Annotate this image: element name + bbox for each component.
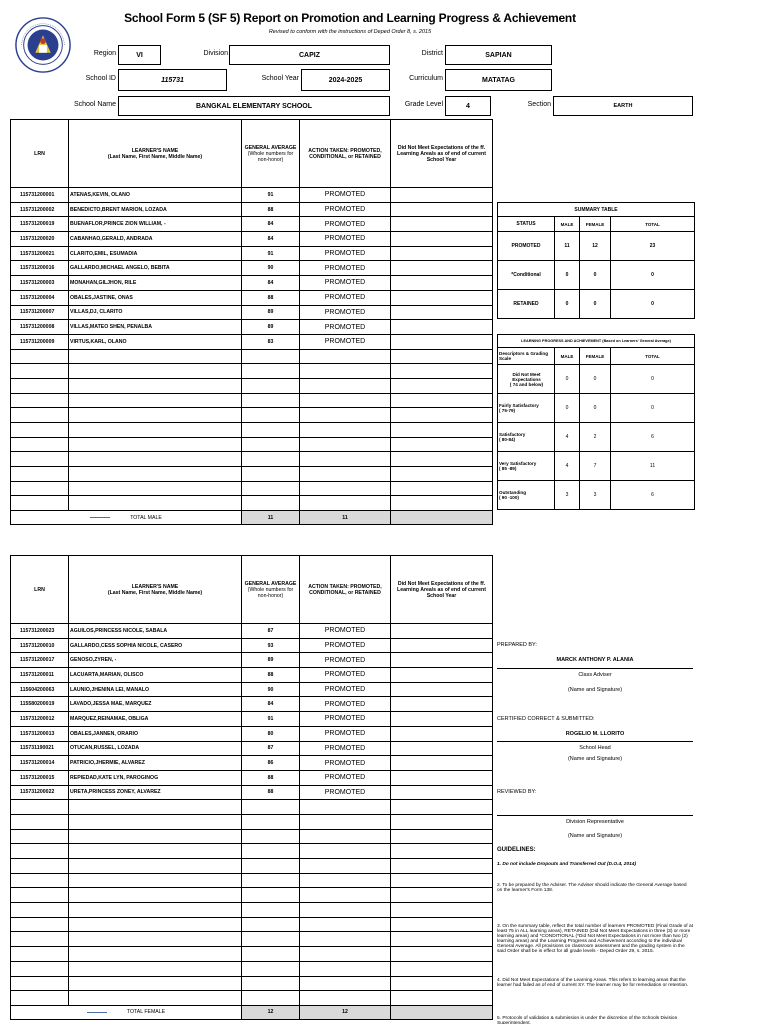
summary-header-male: MALE xyxy=(555,217,580,232)
did-not-meet-cell xyxy=(391,217,493,232)
did-not-meet-cell xyxy=(391,741,493,756)
total-label-cell: TOTAL FEMALE xyxy=(11,1005,242,1019)
blank-row xyxy=(11,873,493,888)
progress-total: 6 xyxy=(611,423,695,452)
blank-row xyxy=(11,932,493,947)
action-taken-cell: PROMOTED xyxy=(300,188,391,203)
lrn-cell: 115731200020 xyxy=(11,232,69,247)
lrn-cell: 115731200022 xyxy=(11,785,69,800)
table-row xyxy=(11,290,493,305)
summary-header-female: FEMALE xyxy=(580,217,611,232)
lrn-cell: 115731200017 xyxy=(11,653,69,668)
table-row xyxy=(11,217,493,232)
action-taken-cell: PROMOTED xyxy=(300,638,391,653)
did-not-meet-cell xyxy=(391,785,493,800)
table-row xyxy=(11,202,493,217)
learner-name-cell: AGUILOS,PRINCESS NICOLE, SABALA xyxy=(69,624,242,639)
learner-name-cell: VILLAS,DJ, CLARITO xyxy=(69,305,242,320)
col-header-average: GENERAL AVERAGE (Whole numbers for non-honor) xyxy=(242,120,300,188)
general-average-cell: 88 xyxy=(242,668,300,683)
summary-title: SUMMARY TABLE xyxy=(498,203,695,217)
col-header-lrn: LRN xyxy=(11,556,69,624)
summary-total: 23 xyxy=(611,232,695,261)
table-row xyxy=(11,653,493,668)
lrn-cell: 115731200001 xyxy=(11,188,69,203)
lrn-cell: 115731200002 xyxy=(11,202,69,217)
school-head-name: ROGELIO M. LLORITO xyxy=(565,731,625,737)
did-not-meet-cell xyxy=(391,232,493,247)
section-field[interactable]: EARTH xyxy=(553,96,693,116)
male-learners-table xyxy=(10,119,493,525)
table-row xyxy=(11,697,493,712)
school-year-field[interactable]: 2024-2025 xyxy=(301,69,390,91)
action-taken-cell: PROMOTED xyxy=(300,785,391,800)
progress-header-total: TOTAL xyxy=(611,348,695,365)
blank-row xyxy=(11,481,493,496)
progress-total: 0 xyxy=(611,365,695,394)
total-average-cell: 11 xyxy=(242,511,300,525)
summary-female: 0 xyxy=(580,261,611,290)
general-average-cell: 80 xyxy=(242,726,300,741)
blank-row xyxy=(11,437,493,452)
progress-descriptor: Outstanding ( 90 -100) xyxy=(498,481,555,510)
progress-header-desc: Descriptors & Grading Scale xyxy=(498,348,555,365)
general-average-cell: 91 xyxy=(242,712,300,727)
table-row xyxy=(11,188,493,203)
table-row xyxy=(11,770,493,785)
progress-header-female: FEMALE xyxy=(580,348,611,365)
action-taken-cell: PROMOTED xyxy=(300,305,391,320)
lrn-cell: 115731200003 xyxy=(11,276,69,291)
total-blank-cell xyxy=(391,511,493,525)
progress-female: 2 xyxy=(580,423,611,452)
lrn-cell: 115731200010 xyxy=(11,638,69,653)
school-id-label: School ID xyxy=(85,75,116,82)
did-not-meet-cell xyxy=(391,712,493,727)
general-average-cell: 88 xyxy=(242,202,300,217)
certified-label: CERTIFIED CORRECT & SUBMITTED: xyxy=(497,716,595,722)
section-label: Section xyxy=(527,101,551,108)
blank-row xyxy=(11,976,493,991)
learner-name-cell: CLARITO,EMIL, ESUMADIA xyxy=(69,246,242,261)
blank-row xyxy=(11,800,493,815)
progress-total: 11 xyxy=(611,452,695,481)
did-not-meet-cell xyxy=(391,682,493,697)
did-not-meet-cell xyxy=(391,770,493,785)
reviewed-by-label: REVIEWED BY: xyxy=(497,789,537,795)
school-year-label: School Year xyxy=(261,75,299,82)
did-not-meet-cell xyxy=(391,668,493,683)
col-header-lrn: LRN xyxy=(11,120,69,188)
lrn-cell: 115731200008 xyxy=(11,320,69,335)
adviser-title: Class Adviser xyxy=(578,672,612,678)
general-average-cell: 84 xyxy=(242,697,300,712)
school-name-field[interactable]: BANGKAL ELEMENTARY SCHOOL xyxy=(118,96,390,116)
action-taken-cell: PROMOTED xyxy=(300,232,391,247)
progress-header-male: MALE xyxy=(555,348,580,365)
table-row xyxy=(11,682,493,697)
table-row xyxy=(11,624,493,639)
blank-row xyxy=(11,961,493,976)
table-row xyxy=(11,276,493,291)
progress-descriptor: Fairly Satisfactory ( 75-79) xyxy=(498,394,555,423)
blank-row xyxy=(11,408,493,423)
col-header-did-not-meet: Did Not Meet Expectations of the ff. Learning Area/s as of end of current School Year xyxy=(391,120,493,188)
blank-row xyxy=(11,859,493,874)
general-average-cell: 86 xyxy=(242,756,300,771)
blank-row xyxy=(11,991,493,1006)
action-taken-cell: PROMOTED xyxy=(300,334,391,349)
grade-level-label: Grade Level xyxy=(404,101,443,108)
progress-descriptor: Satisfactory ( 80-84) xyxy=(498,423,555,452)
prepared-by-label: PREPARED BY: xyxy=(497,642,537,648)
lrn-cell: 115731200011 xyxy=(11,668,69,683)
general-average-cell: 91 xyxy=(242,188,300,203)
summary-table xyxy=(497,202,695,319)
division-name-signature: (Name and Signature) xyxy=(567,833,623,839)
lrn-cell: 115731200009 xyxy=(11,334,69,349)
guideline-4: 4. Did Not Meet Expectations of the Learning Areas. This refers to learning areas that the learner had failed as of end of current SY. The learner may be for remediation or retention. xyxy=(497,978,689,988)
learner-name-cell: GALLARDO,MICHAEL ANGELO, BEBITA xyxy=(69,261,242,276)
guideline-5: 5. Protocols of validation & submission is under the discretion of the Schools Division Superintendent. xyxy=(497,1016,678,1024)
learner-name-cell: VIRTUS,KARL, OLANO xyxy=(69,334,242,349)
division-rep-title: Division Representative xyxy=(566,819,624,825)
region-label: Region xyxy=(93,50,116,57)
general-average-cell: 89 xyxy=(242,320,300,335)
did-not-meet-cell xyxy=(391,320,493,335)
general-average-cell: 89 xyxy=(242,305,300,320)
guideline-3: 3. On the summary table, reflect the total number of learners PROMOTED (Final Grade of at least 75 in ALL learning areas), RETAINED (Did Not Meet Expectations in three (3) or more learning areas) and *CONDITIONAL (*Did Not Meet Expectations in not more than two (2) learning areas) and the Learning Progress and Achievement according to the individual General Average. All provisions on classroom assessment and the grading system in the said Order shall be in effect for all grade levels - Deped Order 29, s. 2015. xyxy=(497,924,693,954)
table-row xyxy=(11,756,493,771)
lrn-cell: 115604200063 xyxy=(11,682,69,697)
learner-name-cell: PATRICIO,JHERMIE, ALVAREZ xyxy=(69,756,242,771)
action-taken-cell: PROMOTED xyxy=(300,712,391,727)
table-row xyxy=(11,638,493,653)
blank-row xyxy=(11,903,493,918)
learner-name-cell: MARQUEZ,REINAMAE, OBLIGA xyxy=(69,712,242,727)
action-taken-cell: PROMOTED xyxy=(300,668,391,683)
learner-name-cell: LACUARTA,MARIAN, OLISCO xyxy=(69,668,242,683)
general-average-cell: 90 xyxy=(242,682,300,697)
did-not-meet-cell xyxy=(391,276,493,291)
col-header-action: ACTION TAKEN: PROMOTED, CONDITIONAL, or RETAINED xyxy=(300,120,391,188)
progress-descriptor: Did Not Meet Expectations ( 74 and below) xyxy=(498,365,555,394)
progress-total: 6 xyxy=(611,481,695,510)
did-not-meet-cell xyxy=(391,290,493,305)
progress-descriptor: Very Satisfactory ( 85 -89) xyxy=(498,452,555,481)
learner-name-cell: CABANHAO,GERALD, ANDRADA xyxy=(69,232,242,247)
blank-row xyxy=(11,393,493,408)
lrn-cell: 115731200016 xyxy=(11,261,69,276)
blank-row xyxy=(11,814,493,829)
learner-name-cell: OTUCAN,RUSSEL, LOZADA xyxy=(69,741,242,756)
total-label-cell: TOTAL MALE xyxy=(11,511,242,525)
col-header-average: GENERAL AVERAGE (Whole numbers for non-honor) xyxy=(242,556,300,624)
did-not-meet-cell xyxy=(391,202,493,217)
total-row xyxy=(11,511,493,525)
division-field[interactable]: CAPIZ xyxy=(229,45,390,65)
action-taken-cell: PROMOTED xyxy=(300,261,391,276)
district-label: District xyxy=(421,50,443,57)
head-name-signature: (Name and Signature) xyxy=(567,756,623,762)
blank-row xyxy=(11,844,493,859)
general-average-cell: 91 xyxy=(242,246,300,261)
learning-progress-table xyxy=(497,334,695,510)
did-not-meet-cell xyxy=(391,726,493,741)
summary-male: 0 xyxy=(555,290,580,319)
summary-total: 0 xyxy=(611,261,695,290)
learner-name-cell: LAUNIO,JHENINA LEI, MANALO xyxy=(69,682,242,697)
progress-title: LEARNING PROGRESS AND ACHIEVEMENT (Based on Learners' General Average) xyxy=(498,335,695,348)
did-not-meet-cell xyxy=(391,305,493,320)
did-not-meet-cell xyxy=(391,638,493,653)
blank-row xyxy=(11,349,493,364)
general-average-cell: 84 xyxy=(242,232,300,247)
summary-male: 0 xyxy=(555,261,580,290)
total-blank-cell xyxy=(391,1005,493,1019)
curriculum-field[interactable]: MATATAG xyxy=(445,69,552,91)
general-average-cell: 83 xyxy=(242,334,300,349)
did-not-meet-cell xyxy=(391,261,493,276)
learner-name-cell: URETA,PRINCESS ZONEY, ALVAREZ xyxy=(69,785,242,800)
lrn-cell: 115731200012 xyxy=(11,712,69,727)
lrn-cell: 115731200007 xyxy=(11,305,69,320)
general-average-cell: 89 xyxy=(242,653,300,668)
table-row xyxy=(11,305,493,320)
progress-female: 7 xyxy=(580,452,611,481)
total-row xyxy=(11,1005,493,1019)
general-average-cell: 87 xyxy=(242,624,300,639)
learner-name-cell: ATENAS,KEVIN, OLANO xyxy=(69,188,242,203)
adviser-name: MARCK ANTHONY P. ALANIA xyxy=(556,657,634,663)
action-taken-cell: PROMOTED xyxy=(300,320,391,335)
learner-name-cell: VILLAS,MATEO SHEN, PENALBA xyxy=(69,320,242,335)
school-name-label: School Name xyxy=(73,101,116,108)
action-taken-cell: PROMOTED xyxy=(300,290,391,305)
progress-male: 3 xyxy=(555,481,580,510)
action-taken-cell: PROMOTED xyxy=(300,246,391,261)
blank-row xyxy=(11,364,493,379)
action-taken-cell: PROMOTED xyxy=(300,276,391,291)
learner-name-cell: OBALES,JANNEN, ORARIO xyxy=(69,726,242,741)
action-taken-cell: PROMOTED xyxy=(300,697,391,712)
progress-female: 3 xyxy=(580,481,611,510)
did-not-meet-cell xyxy=(391,246,493,261)
general-average-cell: 84 xyxy=(242,276,300,291)
learner-name-cell: GENOSO,ZYREN, - xyxy=(69,653,242,668)
progress-male: 0 xyxy=(555,394,580,423)
curriculum-label: Curriculum xyxy=(409,75,443,82)
total-action-cell: 12 xyxy=(300,1005,391,1019)
lrn-cell: 115731200015 xyxy=(11,770,69,785)
blank-row xyxy=(11,496,493,511)
school-head-title: School Head xyxy=(579,745,611,751)
progress-male: 4 xyxy=(555,423,580,452)
summary-female: 12 xyxy=(580,232,611,261)
table-row xyxy=(11,246,493,261)
summary-status: RETAINED xyxy=(498,290,555,319)
col-header-name: LEARNER'S NAME (Last Name, First Name, Middle Name) xyxy=(69,556,242,624)
adviser-signature-line xyxy=(497,668,693,669)
lrn-cell: 115580200019 xyxy=(11,697,69,712)
learner-name-cell: BENEDICTO,BRENT MARION, LOZADA xyxy=(69,202,242,217)
district-field[interactable]: SAPIAN xyxy=(445,45,552,65)
action-taken-cell: PROMOTED xyxy=(300,682,391,697)
guideline-1: 1. Do not include Dropouts and Transferred Out (D.O.4, 2014) xyxy=(497,862,637,867)
learner-name-cell: REPIEDAD,KATE LYN, PAROGINOG xyxy=(69,770,242,785)
progress-female: 0 xyxy=(580,365,611,394)
female-learners-table xyxy=(10,555,493,1020)
form-subtitle: Revised to conform with the instructions of Deped Order 8, s. 2015 xyxy=(268,29,432,35)
general-average-cell: 87 xyxy=(242,741,300,756)
division-signature-line xyxy=(497,815,693,816)
learner-name-cell: BUENAFLOR,PRINCE ZION WILLIAM, - xyxy=(69,217,242,232)
did-not-meet-cell xyxy=(391,653,493,668)
progress-male: 0 xyxy=(555,365,580,394)
table-row xyxy=(11,712,493,727)
did-not-meet-cell xyxy=(391,624,493,639)
table-row xyxy=(11,741,493,756)
region-field[interactable]: VI xyxy=(118,45,161,65)
summary-header-total: TOTAL xyxy=(611,217,695,232)
learner-name-cell: LAVADO,JESSA MAE, MARQUEZ xyxy=(69,697,242,712)
blank-row xyxy=(11,452,493,467)
table-row xyxy=(11,334,493,349)
total-action-cell: 11 xyxy=(300,511,391,525)
blank-row xyxy=(11,829,493,844)
form-title: School Form 5 (SF 5) Report on Promotion and Learning Progress & Achievement xyxy=(124,11,576,25)
action-taken-cell: PROMOTED xyxy=(300,624,391,639)
action-taken-cell: PROMOTED xyxy=(300,202,391,217)
guidelines-title: GUIDELINES: xyxy=(497,847,536,853)
general-average-cell: 88 xyxy=(242,770,300,785)
general-average-cell: 88 xyxy=(242,290,300,305)
summary-male: 11 xyxy=(555,232,580,261)
blank-row xyxy=(11,467,493,482)
blank-row xyxy=(11,947,493,962)
lrn-cell: 115731200019 xyxy=(11,217,69,232)
total-average-cell: 12 xyxy=(242,1005,300,1019)
did-not-meet-cell xyxy=(391,334,493,349)
general-average-cell: 90 xyxy=(242,261,300,276)
learner-name-cell: OBALES,JASTINE, ONAS xyxy=(69,290,242,305)
table-row xyxy=(11,726,493,741)
action-taken-cell: PROMOTED xyxy=(300,756,391,771)
progress-female: 0 xyxy=(580,394,611,423)
action-taken-cell: PROMOTED xyxy=(300,217,391,232)
table-row xyxy=(11,232,493,247)
summary-status: PROMOTED xyxy=(498,232,555,261)
head-signature-line xyxy=(497,741,693,742)
lrn-cell: 115731200023 xyxy=(11,624,69,639)
grade-level-field[interactable]: 4 xyxy=(445,96,491,116)
progress-male: 4 xyxy=(555,452,580,481)
general-average-cell: 84 xyxy=(242,217,300,232)
action-taken-cell: PROMOTED xyxy=(300,770,391,785)
col-header-did-not-meet: Did Not Meet Expectations of the ff. Learning Area/s as of end of current School Year xyxy=(391,556,493,624)
blank-row xyxy=(11,888,493,903)
progress-total: 0 xyxy=(611,394,695,423)
learner-name-cell: MONAHAN,GILJHON, RILE xyxy=(69,276,242,291)
summary-status: *Conditional xyxy=(498,261,555,290)
table-row xyxy=(11,320,493,335)
table-row xyxy=(11,785,493,800)
lrn-cell: 115731200014 xyxy=(11,756,69,771)
lrn-cell: 115731190021 xyxy=(11,741,69,756)
learner-name-cell: GALLARDO,CESS SOPHIA NICOLE, CASERO xyxy=(69,638,242,653)
table-row xyxy=(11,261,493,276)
did-not-meet-cell xyxy=(391,697,493,712)
action-taken-cell: PROMOTED xyxy=(300,726,391,741)
col-header-action: ACTION TAKEN: PROMOTED, CONDITIONAL, or RETAINED xyxy=(300,556,391,624)
action-taken-cell: PROMOTED xyxy=(300,653,391,668)
general-average-cell: 88 xyxy=(242,785,300,800)
blank-row xyxy=(11,378,493,393)
col-header-name: LEARNER'S NAME (Last Name, First Name, Middle Name) xyxy=(69,120,242,188)
table-row xyxy=(11,668,493,683)
division-label: Division xyxy=(203,50,228,57)
blank-row xyxy=(11,423,493,438)
did-not-meet-cell xyxy=(391,756,493,771)
summary-header-status: STATUS xyxy=(498,217,555,232)
adviser-name-signature: (Name and Signature) xyxy=(567,687,623,693)
summary-female: 0 xyxy=(580,290,611,319)
school-id-field[interactable]: 115731 xyxy=(118,69,227,91)
did-not-meet-cell xyxy=(391,188,493,203)
blank-row xyxy=(11,917,493,932)
lrn-cell: 115731200004 xyxy=(11,290,69,305)
general-average-cell: 93 xyxy=(242,638,300,653)
lrn-cell: 115731200013 xyxy=(11,726,69,741)
lrn-cell: 115731200021 xyxy=(11,246,69,261)
action-taken-cell: PROMOTED xyxy=(300,741,391,756)
guideline-2: 2. To be prepared by the Adviser. The Adviser should indicate the General Average based on the learner's Form 138. xyxy=(497,883,687,893)
summary-total: 0 xyxy=(611,290,695,319)
